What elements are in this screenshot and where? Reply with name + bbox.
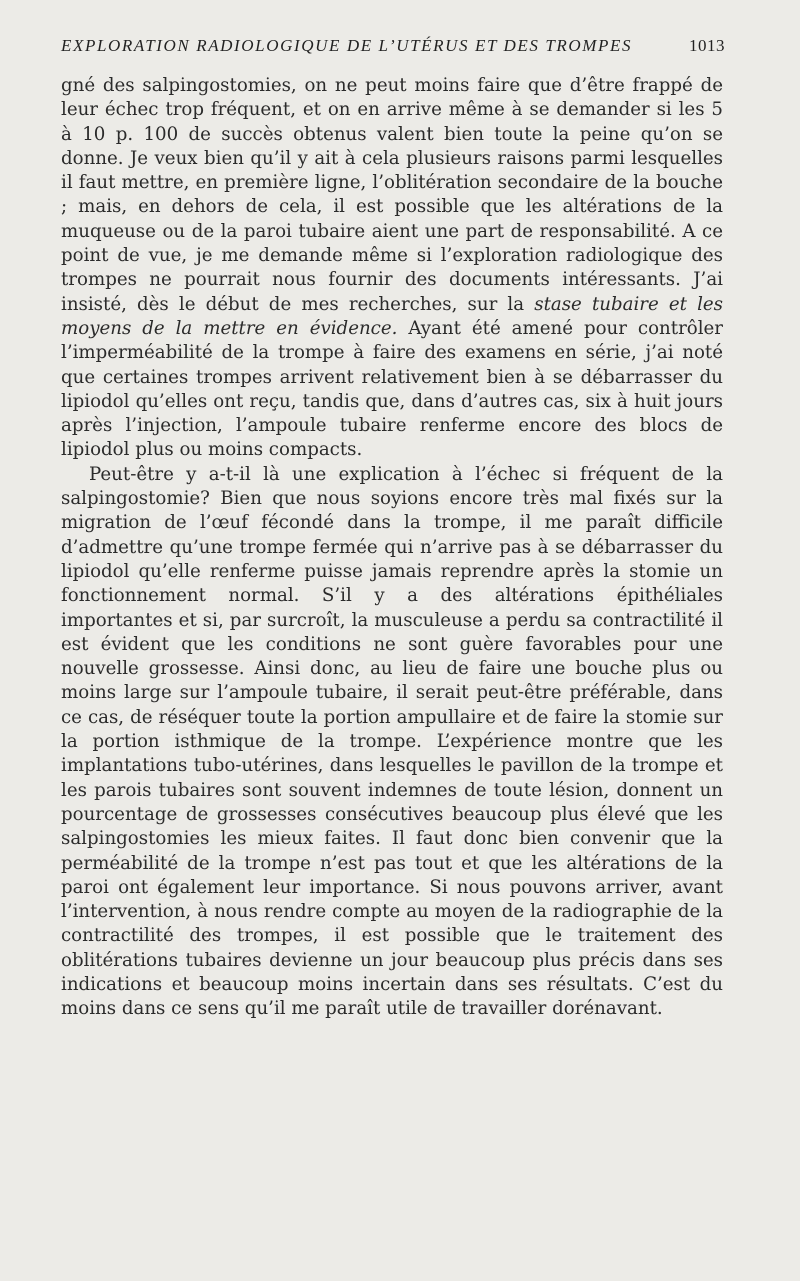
paragraph-1 [61,74,723,463]
paragraph-1-text-start: gné des salpingostomies, on ne peut moins faire que d’être frappé de leur échec trop fréquent, et on en arrive même à se demander si les 5 à 10 p. 100 de succès obtenus valent bien toute la peine qu’on se donne. Je veux bien qu’il y ait à cela plusieurs raisons parmi lesquelles il faut mettre, en première ligne, l’oblitération secondaire de la bouche ; mais, en dehors de cela, il est possible que les altérations de la muqueuse ou de la paroi tubaire aient une part de responsabilité. A ce point de vue, je me demande même si l’exploration radiologique des trompes ne pourrait nous fournir des documents intéressants. J’ai insisté, dès le début de mes recherches, sur la [61,75,723,315]
emphasized-phrase: stase tubaire et les moyens de la mettre en évidence. [61,293,723,339]
body-text [61,74,723,1022]
running-title: EXPLORATION RADIOLOGIQUE DE L’UTÉRUS ET DES TROMPES [61,36,633,55]
running-header [61,36,725,58]
page-number: 1013 [689,36,725,55]
paragraph-2: Peut-être y a-t-il là une explication à l’échec si fréquent de la salpingostomie? Bien que nous soyions encore très mal fixés sur la migration de l’œuf fécondé dans la trompe, il me paraît difficile d’admettre qu’une trompe fermée qui n’arrive pas à se débarrasser du lipiodol qu’elle renferme puisse jamais reprendre après la stomie un fonctionnement normal. S’il y a des altérations épithéliales importantes et si, par surcroît, la musculeuse a perdu sa contractilité il est évident que les conditions ne sont guère favorables pour une nouvelle grossesse. Ainsi donc, au lieu de faire une bouche plus ou moins large sur l’ampoule tubaire, il serait peut-être préférable, dans ce cas, de réséquer toute la portion ampullaire et de faire la stomie sur la portion isthmique de la trompe. L’expérience montre que les implantations tubo-utérines, dans lesquelles le pavillon de la trompe et les parois tubaires sont souvent indemnes de toute lésion, donnent un pourcentage de grossesses consécutives beaucoup plus élevé que les salpingostomies les mieux faites. Il faut donc bien convenir que la perméabilité de la trompe n’est pas tout et que les altérations de la paroi ont également leur importance. Si nous pouvons arriver, avant l’intervention, à nous rendre compte au moyen de la radiographie de la contractilité des trompes, il est possible que le traitement des oblitérations tubaires devienne un jour beaucoup plus précis dans ses indications et beaucoup moins incertain dans ses résultats. C’est du moins dans ce sens qu’il me paraît utile de travailler dorénavant. [61,463,723,1020]
paragraph-1-text-end: Ayant été amené pour contrôler l’imperméabilité de la trompe à faire des examens en série, j’ai noté que certaines trompes arrivent relativement bien à se débarrasser du lipiodol qu’elles ont reçu, tandis que, dans d’autres cas, six à huit jours après l’injection, l’ampoule tubaire renferme encore des blocs de lipiodol plus ou moins compacts. [61,317,723,461]
